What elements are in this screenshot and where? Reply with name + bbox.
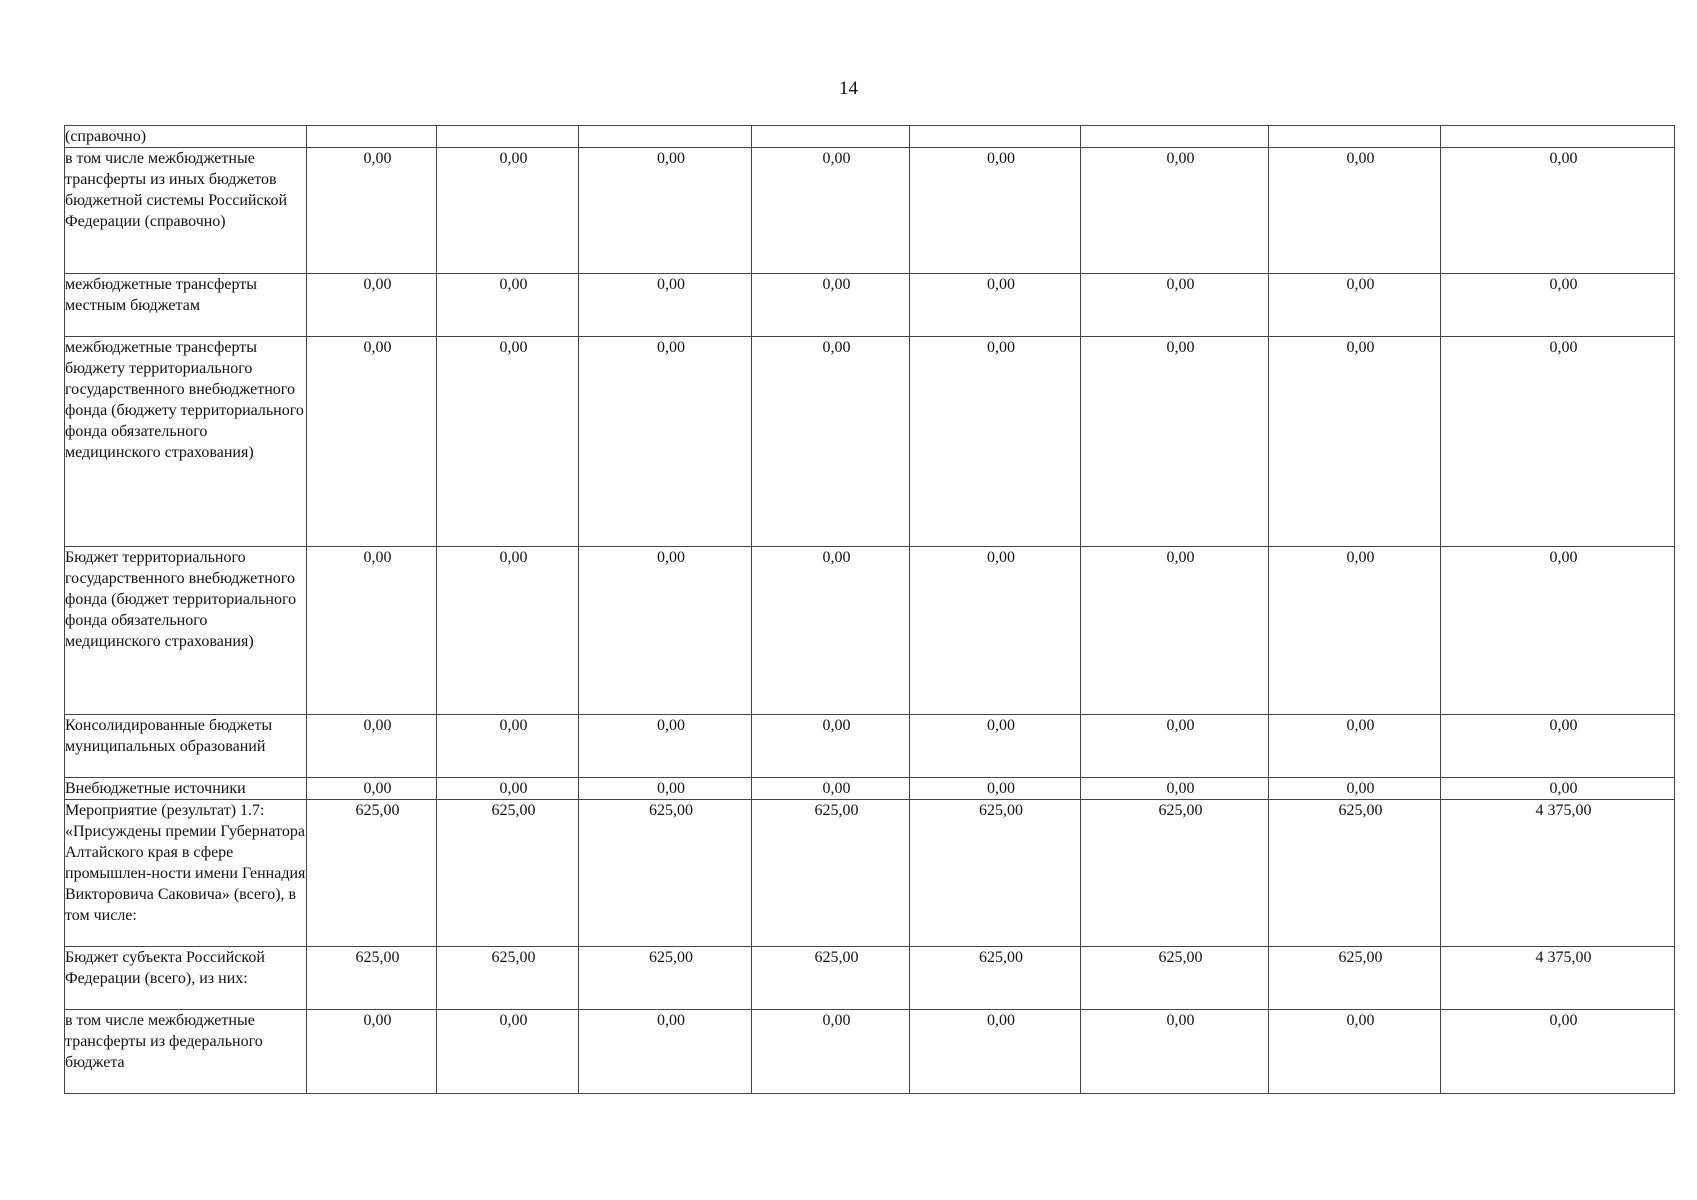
value-cell bbox=[437, 337, 579, 547]
cell-value: 625,00 bbox=[649, 802, 693, 819]
value-cell bbox=[579, 337, 752, 547]
cell-value: 0,00 bbox=[363, 717, 392, 734]
value-cell bbox=[437, 715, 579, 778]
cell-value: 0,00 bbox=[657, 549, 685, 566]
cell-value: 0,00 bbox=[987, 276, 1015, 293]
value-cell bbox=[437, 126, 579, 148]
cell-value: 0,00 bbox=[499, 276, 528, 293]
value-cell bbox=[1081, 126, 1269, 148]
cell-value: 0,00 bbox=[1166, 339, 1195, 356]
cell-value: 0,00 bbox=[657, 780, 685, 797]
cell-value: 0,00 bbox=[657, 150, 685, 167]
cell-value: 0,00 bbox=[657, 717, 685, 734]
cell-value: 0,00 bbox=[987, 339, 1015, 356]
row-label: Мероприятие (результат) 1.7: «Присуждены премии Губернатора Алтайского края в сфере промышлен-ности имени Геннадия Викторовича Саковича» (всего), в том числе: bbox=[65, 800, 307, 947]
value-cell bbox=[579, 126, 752, 148]
cell-value: 0,00 bbox=[987, 150, 1015, 167]
value-cell bbox=[752, 274, 910, 337]
value-cell bbox=[579, 148, 752, 274]
value-cell bbox=[1441, 800, 1675, 947]
cell-value: 0,00 bbox=[1346, 780, 1375, 797]
cell-value: 0,00 bbox=[499, 339, 528, 356]
value-cell bbox=[752, 800, 910, 947]
cell-value: 625,00 bbox=[979, 949, 1023, 966]
cell-value: 625,00 bbox=[814, 802, 859, 819]
cell-value: 0,00 bbox=[987, 780, 1015, 797]
value-cell bbox=[910, 715, 1081, 778]
cell-value: 0,00 bbox=[987, 717, 1015, 734]
cell-value: 625,00 bbox=[355, 802, 400, 819]
row-label: в том числе межбюджетные трансферты из федерального бюджета bbox=[65, 1010, 307, 1094]
value-cell bbox=[307, 1010, 437, 1094]
value-cell bbox=[910, 947, 1081, 1010]
cell-value: 0,00 bbox=[822, 780, 851, 797]
value-cell bbox=[1081, 337, 1269, 547]
cell-value: 0,00 bbox=[1549, 276, 1578, 293]
cell-value: 0,00 bbox=[1166, 276, 1195, 293]
value-cell bbox=[579, 274, 752, 337]
value-cell bbox=[437, 148, 579, 274]
row-label: Бюджет субъекта Российской Федерации (всего), из них: bbox=[65, 947, 307, 1010]
value-cell bbox=[1441, 947, 1675, 1010]
cell-value: 0,00 bbox=[1166, 549, 1195, 566]
cell-value: 625,00 bbox=[491, 802, 536, 819]
table-row bbox=[65, 715, 1675, 778]
cell-value: 0,00 bbox=[1549, 717, 1578, 734]
cell-value: 0,00 bbox=[987, 549, 1015, 566]
value-cell bbox=[752, 947, 910, 1010]
table-row bbox=[65, 547, 1675, 715]
table-row bbox=[65, 126, 1675, 148]
cell-value: 625,00 bbox=[1338, 949, 1383, 966]
value-cell bbox=[579, 947, 752, 1010]
cell-value: 0,00 bbox=[1549, 549, 1578, 566]
cell-value: 4 375,00 bbox=[1535, 802, 1592, 819]
row-label: в том числе межбюджетные трансферты из иных бюджетов бюджетной системы Российской Федерации (справочно) bbox=[65, 148, 307, 274]
cell-value: 0,00 bbox=[987, 1012, 1015, 1029]
value-cell bbox=[1441, 126, 1675, 148]
cell-value: 0,00 bbox=[363, 1012, 392, 1029]
value-cell bbox=[1081, 778, 1269, 800]
value-cell bbox=[910, 778, 1081, 800]
cell-value: 0,00 bbox=[657, 1012, 685, 1029]
cell-value: 0,00 bbox=[499, 150, 528, 167]
value-cell bbox=[1081, 547, 1269, 715]
value-cell bbox=[1441, 547, 1675, 715]
cell-value: 0,00 bbox=[1549, 1012, 1578, 1029]
value-cell bbox=[752, 337, 910, 547]
cell-value: 0,00 bbox=[1346, 150, 1375, 167]
value-cell bbox=[910, 547, 1081, 715]
cell-value: 625,00 bbox=[649, 949, 693, 966]
value-cell bbox=[579, 715, 752, 778]
cell-value: 625,00 bbox=[814, 949, 859, 966]
value-cell bbox=[1441, 274, 1675, 337]
table-row bbox=[65, 947, 1675, 1010]
cell-value: 0,00 bbox=[1346, 276, 1375, 293]
cell-value: 625,00 bbox=[1158, 949, 1203, 966]
value-cell bbox=[752, 148, 910, 274]
value-cell bbox=[437, 1010, 579, 1094]
value-cell bbox=[910, 274, 1081, 337]
value-cell bbox=[1441, 715, 1675, 778]
value-cell bbox=[910, 148, 1081, 274]
value-cell bbox=[910, 1010, 1081, 1094]
cell-value: 0,00 bbox=[1346, 717, 1375, 734]
cell-value: 625,00 bbox=[355, 949, 400, 966]
cell-value: 0,00 bbox=[499, 717, 528, 734]
value-cell bbox=[1269, 274, 1441, 337]
cell-value: 0,00 bbox=[1166, 1012, 1195, 1029]
value-cell bbox=[307, 337, 437, 547]
value-cell bbox=[579, 800, 752, 947]
value-cell bbox=[307, 800, 437, 947]
cell-value: 0,00 bbox=[1549, 150, 1578, 167]
value-cell bbox=[579, 547, 752, 715]
cell-value: 0,00 bbox=[1549, 339, 1578, 356]
value-cell bbox=[579, 1010, 752, 1094]
row-label: Консолидированные бюджеты муниципальных образований bbox=[65, 715, 307, 778]
value-cell bbox=[1441, 778, 1675, 800]
value-cell bbox=[437, 274, 579, 337]
value-cell bbox=[1441, 148, 1675, 274]
cell-value: 0,00 bbox=[363, 780, 392, 797]
value-cell bbox=[1081, 274, 1269, 337]
cell-value: 625,00 bbox=[1158, 802, 1203, 819]
row-label: (справочно) bbox=[65, 126, 307, 148]
row-label: межбюджетные трансферты местным бюджетам bbox=[65, 274, 307, 337]
value-cell bbox=[752, 1010, 910, 1094]
value-cell bbox=[1269, 1010, 1441, 1094]
value-cell bbox=[1269, 947, 1441, 1010]
value-cell bbox=[752, 778, 910, 800]
cell-value: 0,00 bbox=[499, 549, 528, 566]
table-row bbox=[65, 337, 1675, 547]
value-cell bbox=[307, 547, 437, 715]
value-cell bbox=[307, 274, 437, 337]
table-row bbox=[65, 1010, 1675, 1094]
cell-value: 4 375,00 bbox=[1535, 949, 1592, 966]
cell-value: 0,00 bbox=[822, 549, 851, 566]
cell-value: 0,00 bbox=[1346, 339, 1375, 356]
table-row bbox=[65, 800, 1675, 947]
row-label: Бюджет территориального государственного внебюджетного фонда (бюджет территориального фонда обязательного медицинского страхования) bbox=[65, 547, 307, 715]
value-cell bbox=[1269, 337, 1441, 547]
cell-value: 0,00 bbox=[657, 339, 685, 356]
value-cell bbox=[1081, 947, 1269, 1010]
cell-value: 0,00 bbox=[363, 339, 392, 356]
value-cell bbox=[307, 947, 437, 1010]
cell-value: 0,00 bbox=[1166, 150, 1195, 167]
value-cell bbox=[910, 800, 1081, 947]
value-cell bbox=[307, 715, 437, 778]
cell-value: 0,00 bbox=[499, 1012, 528, 1029]
value-cell bbox=[307, 126, 437, 148]
cell-value: 0,00 bbox=[499, 780, 528, 797]
cell-value: 0,00 bbox=[363, 549, 392, 566]
value-cell bbox=[1441, 1010, 1675, 1094]
cell-value: 0,00 bbox=[657, 276, 685, 293]
cell-value: 0,00 bbox=[1166, 717, 1195, 734]
cell-value: 625,00 bbox=[979, 802, 1023, 819]
value-cell bbox=[1269, 778, 1441, 800]
cell-value: 0,00 bbox=[822, 339, 851, 356]
cell-value: 625,00 bbox=[491, 949, 536, 966]
value-cell bbox=[752, 126, 910, 148]
value-cell bbox=[437, 547, 579, 715]
value-cell bbox=[1269, 715, 1441, 778]
table-row bbox=[65, 778, 1675, 800]
value-cell bbox=[307, 148, 437, 274]
value-cell bbox=[1269, 800, 1441, 947]
value-cell bbox=[1081, 800, 1269, 947]
value-cell bbox=[910, 126, 1081, 148]
value-cell bbox=[1269, 126, 1441, 148]
budget-table bbox=[64, 125, 1675, 1094]
value-cell bbox=[437, 947, 579, 1010]
cell-value: 0,00 bbox=[1346, 1012, 1375, 1029]
value-cell bbox=[437, 800, 579, 947]
value-cell bbox=[910, 337, 1081, 547]
value-cell bbox=[1269, 547, 1441, 715]
cell-value: 0,00 bbox=[822, 1012, 851, 1029]
cell-value: 0,00 bbox=[1166, 780, 1195, 797]
page-number: 14 bbox=[839, 78, 858, 99]
value-cell bbox=[1441, 337, 1675, 547]
cell-value: 625,00 bbox=[1338, 802, 1383, 819]
value-cell bbox=[752, 715, 910, 778]
value-cell bbox=[1081, 715, 1269, 778]
value-cell bbox=[752, 547, 910, 715]
value-cell bbox=[579, 778, 752, 800]
row-label: Внебюджетные источники bbox=[65, 778, 307, 800]
value-cell bbox=[1269, 148, 1441, 274]
value-cell bbox=[307, 778, 437, 800]
value-cell bbox=[1081, 148, 1269, 274]
row-label: межбюджетные трансферты бюджету территориального государственного внебюджетного фонда (бюджету территориального фонда обязательного медицинского страхования) bbox=[65, 337, 307, 547]
cell-value: 0,00 bbox=[822, 276, 851, 293]
cell-value: 0,00 bbox=[822, 717, 851, 734]
value-cell bbox=[1081, 1010, 1269, 1094]
cell-value: 0,00 bbox=[822, 150, 851, 167]
table-row bbox=[65, 274, 1675, 337]
table-row bbox=[65, 148, 1675, 274]
cell-value: 0,00 bbox=[1549, 780, 1578, 797]
cell-value: 0,00 bbox=[363, 276, 392, 293]
value-cell bbox=[437, 778, 579, 800]
cell-value: 0,00 bbox=[1346, 549, 1375, 566]
cell-value: 0,00 bbox=[363, 150, 392, 167]
